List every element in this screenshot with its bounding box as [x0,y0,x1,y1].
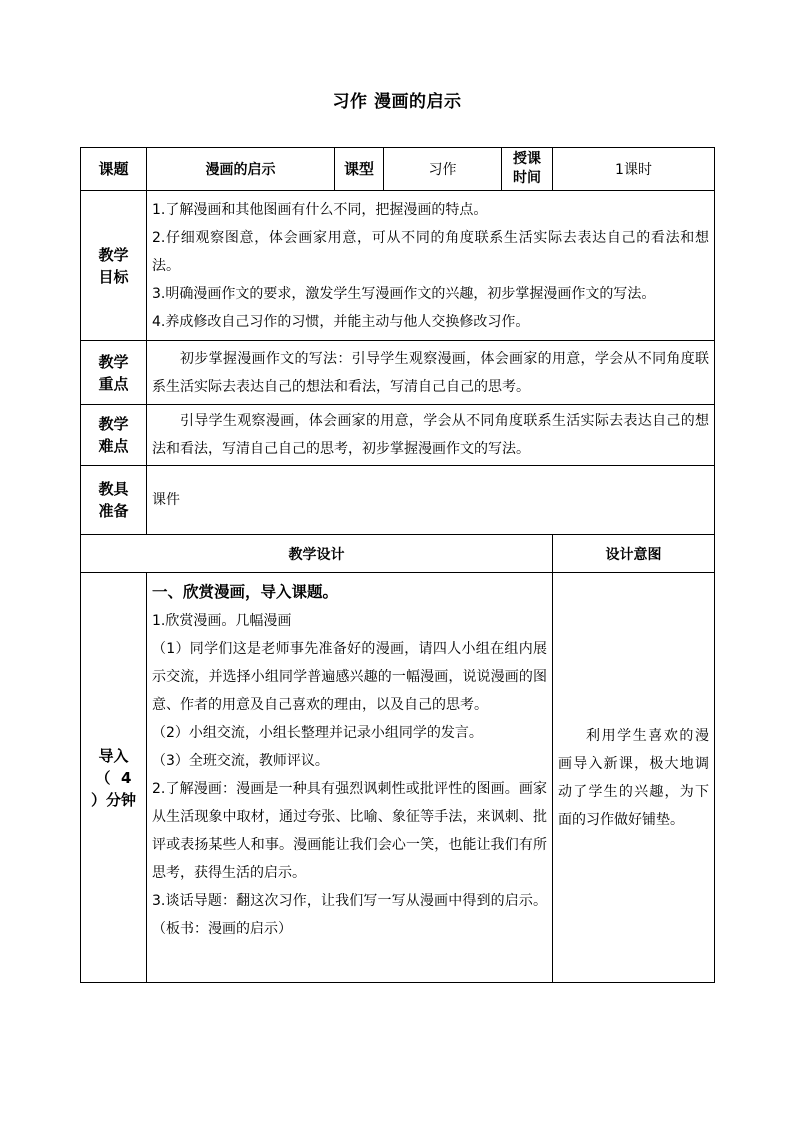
intro-line: 2.了解漫画：漫画是一种具有强烈讽刺性或批评性的图画。画家从生活现象中取材，通过夸张、比喻、象征等手法，来讽刺、批评或表扬某些人和事。漫画能让我们会心一笑，也能让我们有所思考，获得生活的启示。 [152,781,547,881]
difficulties-text: 引导学生观察漫画，体会画家的用意，学会从不同角度联系生活实际去表达自己的想法和看法，写清自己自己的思考，初步掌握漫画作文的写法。 [147,405,715,466]
objective-item: 4.养成修改自己习作的习惯，并能主动与他人交换修改习作。 [152,313,530,330]
design-header: 教学设计 [81,535,553,573]
intro-label-line: 导入 [98,746,129,765]
intro-label-line: （ 4 [95,768,132,787]
difficulties-label [81,405,147,466]
type-value: 习作 [384,148,502,191]
materials-row [81,466,715,535]
objectives-content [147,191,715,341]
intro-row [81,573,715,983]
key-points-label [81,341,147,405]
intro-line: （2）小组交流，小组长整理并记录小组同学的发言。 [152,725,483,741]
intro-heading: 一、欣赏漫画，导入课题。 [152,583,339,601]
objectives-row [81,191,715,341]
type-label: 课型 [335,148,384,191]
objectives-label-text: 教学目标 [98,245,129,286]
time-label: 授课时间 [502,148,553,191]
key-points-label-text: 教学重点 [98,352,129,393]
key-points-row [81,341,715,405]
time-value: 1课时 [553,148,715,191]
intro-label-line: ）分钟 [90,790,136,809]
intro-line: （3）全班交流，教师评议。 [152,753,329,769]
topic-value: 漫画的启示 [147,148,335,191]
objectives-label [81,191,147,341]
materials-label [81,466,147,535]
intro-line: （1）同学们这是老师事先准备好的漫画，请四人小组在组内展示交流，并选择小组同学普遍感兴趣的一幅漫画，说说漫画的图意、作者的用意及自己喜欢的理由，以及自己的思考。 [152,641,547,713]
objective-item: 2.仔细观察图意，体会画家用意，可从不同的角度联系生活实际去表达自己的看法和想法。 [152,229,709,274]
design-header-row [81,535,715,573]
objective-item: 3.明确漫画作文的要求，激发学生写漫画作文的兴趣，初步掌握漫画作文的写法。 [152,285,656,302]
page-title: 习作 漫画的启示 [332,92,462,112]
topic-label: 课题 [81,148,147,191]
key-points-text: 初步掌握漫画作文的写法：引导学生观察漫画，体会画家的用意，学会从不同角度联系生活实际去表达自己的想法和看法，写清自己自己的思考。 [147,341,715,405]
intro-line: 1.欣赏漫画。几幅漫画 [152,613,292,629]
intro-intent: 利用学生喜欢的漫画导入新课，极大地调动了学生的兴趣，为下面的习作做好铺垫。 [553,573,715,983]
intro-content [147,573,553,983]
materials-text: 课件 [147,466,715,535]
intro-label [81,573,147,983]
intent-header: 设计意图 [553,535,715,573]
difficulties-label-text: 教学难点 [98,415,129,455]
lesson-plan-table [80,147,715,983]
materials-label-text: 教具准备 [98,480,129,520]
objective-item: 1.了解漫画和其他图画有什么不同，把握漫画的特点。 [152,201,488,218]
header-row [81,148,715,191]
intro-line: 3.谈话导题：翻这次习作，让我们写一写从漫画中得到的启示。（板书：漫画的启示） [152,893,547,937]
difficulties-row [81,405,715,466]
